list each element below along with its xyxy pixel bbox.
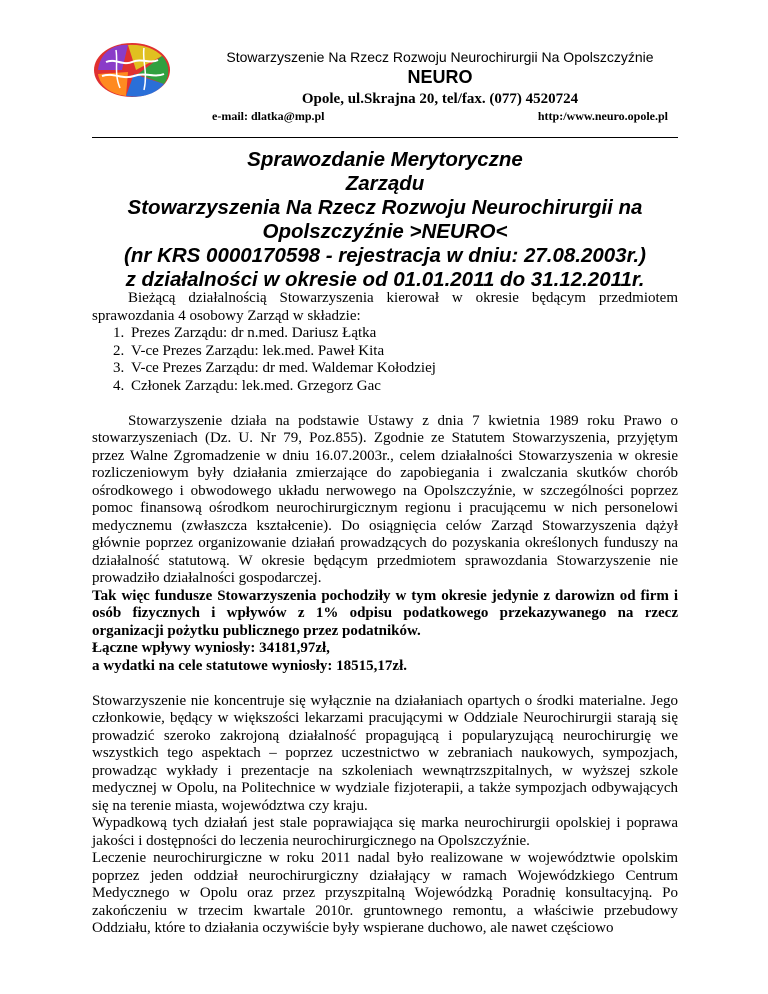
board-member: 3. V-ce Prezes Zarządu: dr med. Waldemar Kołodziej [128,360,678,378]
document-body [92,290,678,938]
title-line: (nr KRS 0000170598 - rejestracja w dniu: 27.08.2003r.) [124,244,646,267]
title-line: Stowarzyszenia Na Rzecz Rozwoju Neurochirurgii na [127,196,643,219]
funding-paragraph: Tak więc fundusze Stowarzyszenia pochodziły w tym okresie jedynie z darowizn od firm i osób fizycznych i wpływów z 1% odpisu podatkowego przekazywanego na rzecz organizacji pożytku publicznego przez podatników. [92,587,678,639]
activity-paragraph: Stowarzyszenie nie koncentruje się wyłącznie na działaniach opartych o środki materialne. Jego członkowie, będący w większości lekarzami pracującymi w Oddziale Neurochirurgii starają się prowadzić szeroko zakrojoną działalność propagującą i popularyzującą neurochirurgię we wszystkich tego aspektach – poprzez uczestnictwo w zebraniach naukowych, sympozjach, prowadząc wykłady i prezentacje na szkoleniach wewnątrzszpitalnych, w wyższej szkole medycznej w Opolu, na Politechnice w wydziale fizjoterapii, a także sympozjach odbywających się na terenie miasta, województwa czy kraju. [92,692,678,814]
document-title [92,148,678,292]
email-text: e-mail: dlatka@mp.pl [212,109,325,123]
title-line: Zarządu [345,172,425,195]
brand-paragraph: Wypadkową tych działań jest stale poprawiająca się marka neurochirurgii opolskiej i poprawa jakości i dostępności do leczenia neurochirurgicznego na Opolszczyźnie. [92,815,678,849]
title-line: z działalności w okresie od 01.01.2011 do 31.12.2011r. [125,268,645,291]
statute-paragraph: Stowarzyszenie działa na podstawie Ustawy z dnia 7 kwietnia 1989 roku Prawo o stowarzyszeniach (Dz. U. Nr 79, Poz.855). Zgodnie ze Statutem Stowarzyszenia, przyjętym przez Walne Zgromadzenie w dniu 16.07.2003r., celem działalności Stowarzyszenia w okresie rozliczeniowym były działania zmierzające do zapobiegania i zwalczania skutków chorób ośrodkowego i obwodowego układu nerwowego na Opolszczyźnie, w szczególności poprzez pomoc finansową ośrodkom neurochirurgicznym regionu i pracującemu w nich personelowi medycznemu (zwłaszcza kształcenie). Do osiągnięcia celów Zarząd Stowarzyszenia dążył głównie poprzez organizowanie działań prowadzących do pozyskania określonych funduszy na działalność statutową. W okresie będącym przedmiotem sprawozdania Stowarzyszenie nie prowadziło działalności gospodarczej. [92,412,678,586]
org-short-name: NEURO [407,67,473,87]
org-address: Opole, ul.Skrajna 20, tel/fax. (077) 4520724 [301,91,579,107]
income-total: Łączne wpływy wyniosły: 34181,97zł, [92,640,330,656]
header-divider [92,137,678,138]
title-line: Opolszczyźnie >NEURO< [262,220,508,243]
treatment-paragraph: Leczenie neurochirurgiczne w roku 2011 nadal było realizowane w województwie opolskim poprzez jeden oddział neurochirurgiczny działający w ramach Wojewódzkiego Centrum Medycznego w Opolu oraz przez przyszpitalną Wojewódzką Poradnię konsultacyjną. Po zakończeniu w trzecim kwartale 2010r. gruntownego remontu, a właściwie przebudowy Oddziału, które to działania oczywiście były wspierane duchowo, ale nawet częściowo [92,850,678,936]
contact-line [200,109,680,124]
intro-paragraph: Bieżącą działalnością Stowarzyszenia kierował w okresie będącym przedmiotem sprawozdania 4 osobowy Zarząd w składzie: [92,290,678,324]
board-member: 1. Prezes Zarządu: dr n.med. Dariusz Łątka [128,325,678,343]
org-name: Stowarzyszenie Na Rzecz Rozwoju Neurochirurgii Na Opolszczyźnie [226,49,654,65]
board-member: 2. V-ce Prezes Zarządu: lek.med. Paweł Kita [128,343,678,361]
expense-total: a wydatki na cele statutowe wyniosły: 18515,17zł. [92,657,407,674]
board-list [92,325,678,395]
brain-logo-icon [92,40,172,100]
board-member: 4. Członek Zarządu: lek.med. Grzegorz Gac [128,378,678,396]
title-line: Sprawozdanie Merytoryczne [247,148,523,171]
website-text: http:/www.neuro.opole.pl [537,109,668,123]
